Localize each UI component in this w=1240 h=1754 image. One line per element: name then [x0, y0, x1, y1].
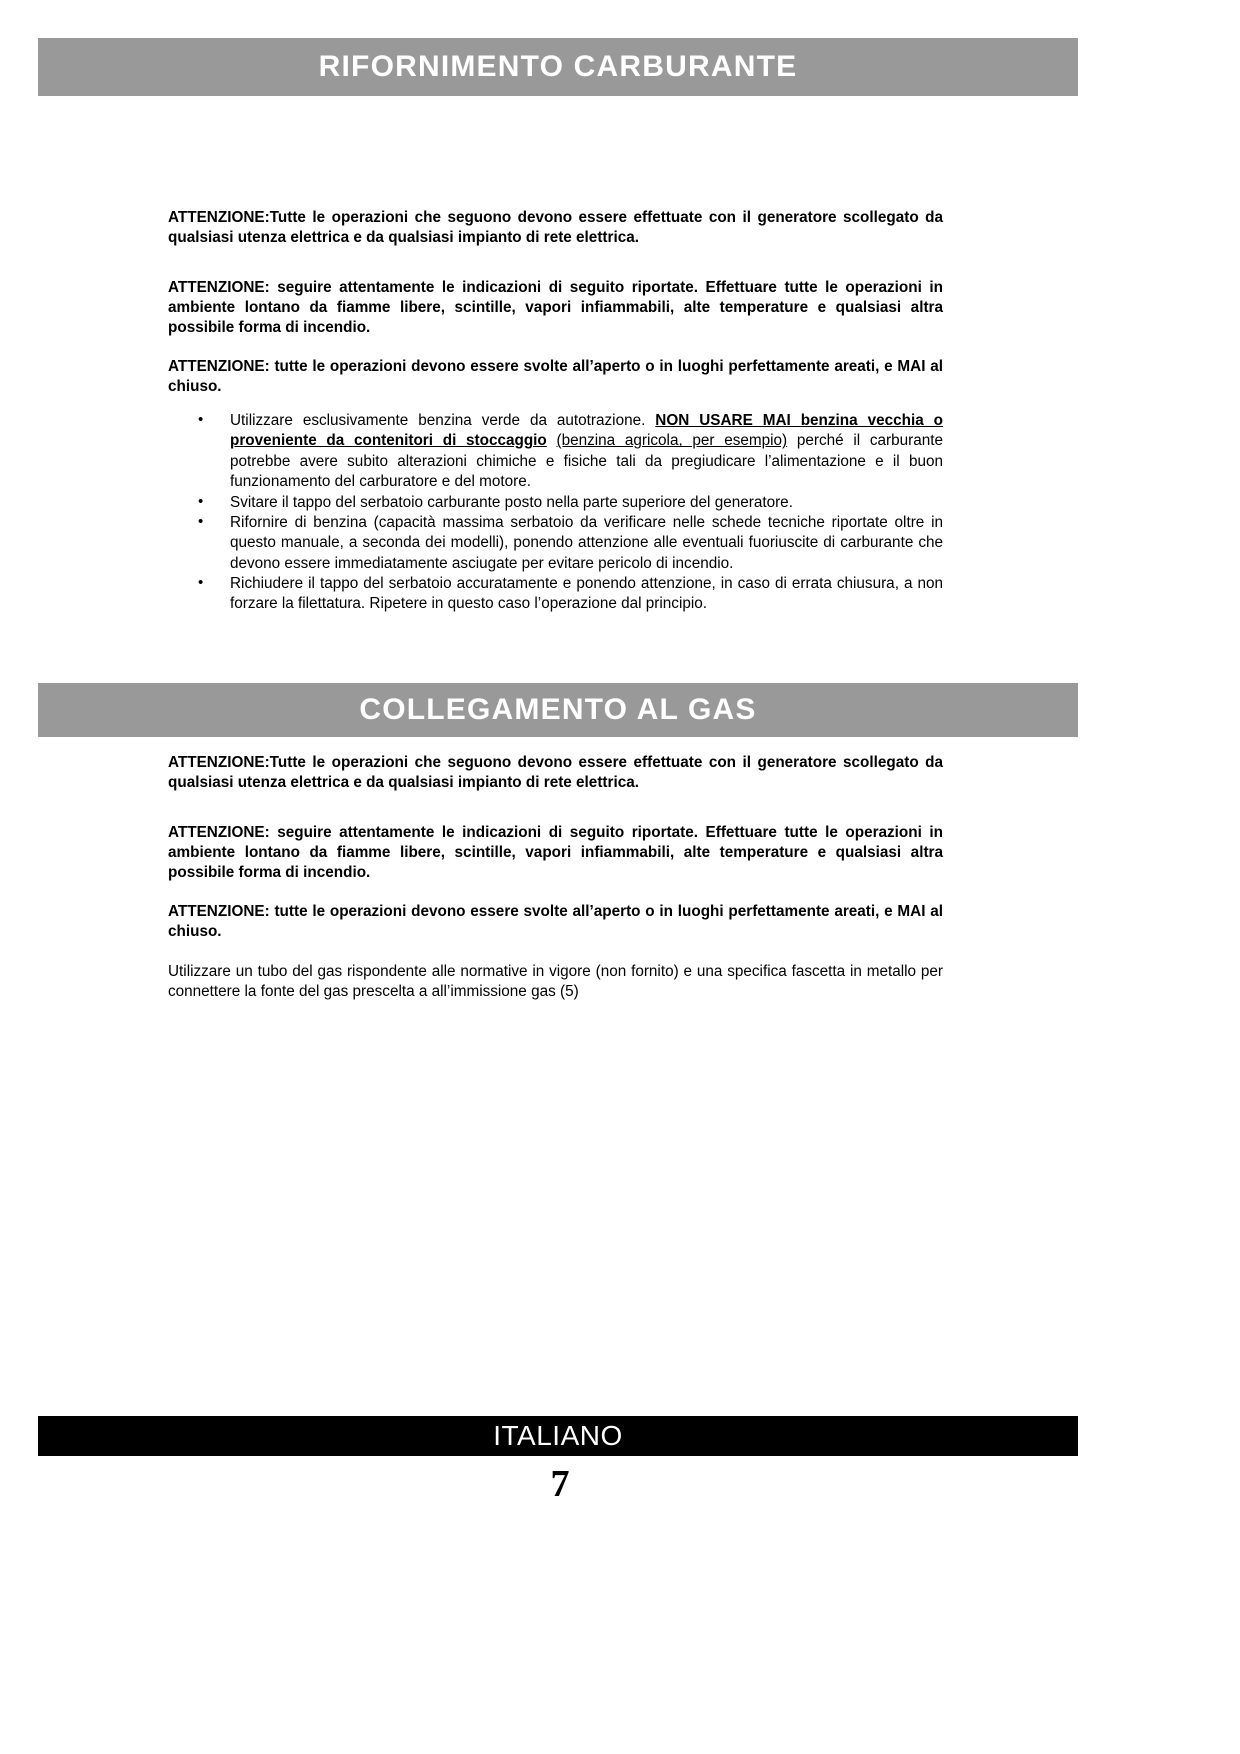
warning-paragraph-1: ATTENZIONE:Tutte le operazioni che seguono devono essere effettuate con il generatore scollegato da qualsiasi utenza elettrica e da qualsiasi impianto di rete elettrica.: [168, 209, 943, 246]
footer-language-label: ITALIANO: [493, 1420, 623, 1451]
list-item-text: Svitare il tappo del serbatoio carburante posto nella parte superiore del generatore.: [230, 493, 793, 511]
spacer: [168, 397, 943, 411]
list-item: [168, 493, 943, 513]
list-item: [168, 513, 943, 574]
footer-language-bar: [38, 1416, 1078, 1456]
section-heading-text: RIFORNIMENTO CARBURANTE: [318, 50, 798, 83]
list-item-text: Richiudere il tappo del serbatoio accuratamente e ponendo attenzione, in caso di errata chiusura, a non forzare la filettatura. Ripetere in questo caso l’operazione dal principio.: [230, 574, 943, 613]
spacer: [168, 882, 943, 902]
page-number: 7: [550, 1463, 570, 1505]
section-heading-rifornimento-carburante: [38, 38, 1078, 96]
emphasis-underline: (benzina agricola, per esempio): [556, 432, 788, 450]
spacer: [168, 793, 943, 823]
gas-warning-paragraph-1: ATTENZIONE:Tutte le operazioni che seguono devono essere effettuate con il generatore scollegato da qualsiasi utenza elettrica e da qualsiasi impianto di rete elettrica.: [168, 754, 943, 791]
fuel-instructions-list: [168, 411, 943, 614]
list-item-text: Rifornire di benzina (capacità massima serbatoio da verificare nelle schede tecniche riportate oltre in questo manuale, a seconda dei modelli), ponendo attenzione alle eventuali fuoriuscite di carburante che devono essere immediatamente asciugate per evitare pericolo di incendio.: [230, 513, 943, 572]
list-item: [168, 574, 943, 615]
section-body-rifornimento-carburante: [168, 208, 943, 615]
spacer: [168, 248, 943, 278]
section-body-collegamento-al-gas: [168, 753, 943, 1003]
section-heading-collegamento-al-gas: [38, 683, 1078, 737]
list-item-text: Utilizzare esclusivamente benzina verde da autotrazione.: [230, 412, 656, 430]
list-item-text: [547, 432, 557, 449]
list-item: [168, 411, 943, 492]
gas-warning-paragraph-2: ATTENZIONE: seguire attentamente le indicazioni di seguito riportate. Effettuare tutte le operazioni in ambiente lontano da fiamme libere, scintille, vapori infiammabili, alte temperature e qualsiasi altra possibile forma di incendio.: [168, 823, 943, 881]
emphasis-bold-underline: NON USARE MAI benzina vecchia o proveniente da contenitori di stoccaggio: [230, 412, 944, 450]
warning-paragraph-2: ATTENZIONE: seguire attentamente le indicazioni di seguito riportate. Effettuare tutte le operazioni in ambiente lontano da fiamme libere, scintille, vapori infiammabili, alte temperature e qualsiasi altra possibile forma di incendio.: [168, 278, 943, 336]
warning-paragraph-3: ATTENZIONE: tutte le operazioni devono essere svolte all’aperto o in luoghi perfettamente areati, e MAI al chiuso.: [168, 358, 943, 396]
spacer: [168, 337, 943, 357]
spacer: [168, 942, 943, 962]
list-item-text: perché il carburante potrebbe avere subito alterazioni chimiche e fisiche tali da pregiudicare l’alimentazione e il buon funzionamento del carburatore e del motore.: [230, 432, 943, 491]
section-heading-text: COLLEGAMENTO AL GAS: [359, 693, 757, 726]
gas-warning-paragraph-3: ATTENZIONE: tutte le operazioni devono essere svolte all’aperto o in luoghi perfettamente areati, e MAI al chiuso.: [168, 903, 943, 941]
gas-connection-paragraph: Utilizzare un tubo del gas rispondente alle normative in vigore (non fornito) e una specifica fascetta in metallo per connettere la fonte del gas prescelta a all’immissione gas (5): [168, 963, 943, 1001]
